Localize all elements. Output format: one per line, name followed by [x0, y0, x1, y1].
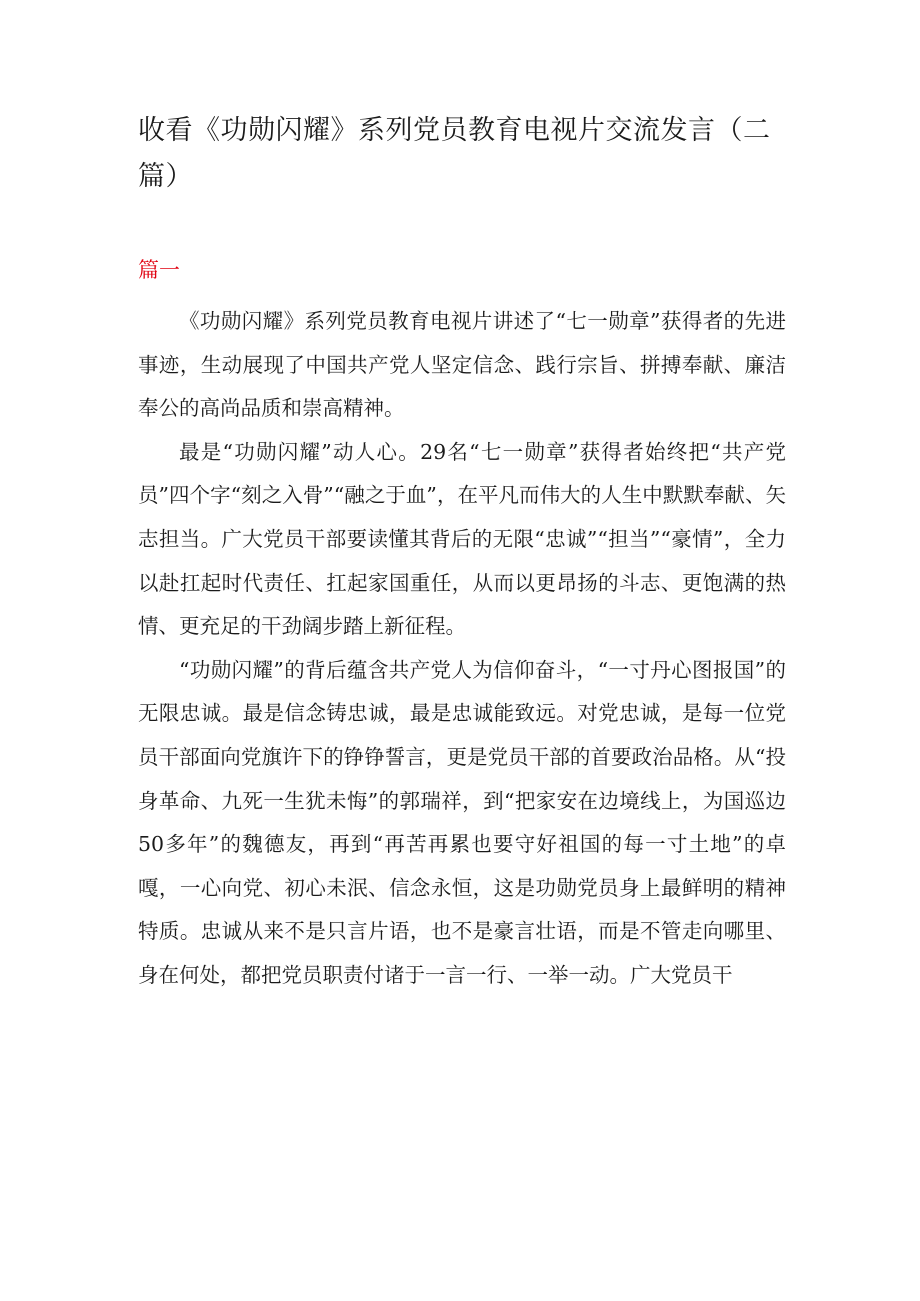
- paragraph: 《功勋闪耀》系列党员教育电视片讲述了“七一勋章”获得者的先进事迹，生动展现了中国共产党人坚定信念、践行宗旨、拼搏奉献、廉洁奉公的高尚品质和崇高精神。: [138, 309, 786, 421]
- section-label: 篇一: [138, 258, 180, 282]
- document-body: [138, 300, 786, 998]
- paragraph: 最是“功勋闪耀”动人心。29名“七一勋章”获得者始终把“共产党员”四个字“刻之入骨”“融之于血”，在平凡而伟大的人生中默默奉献、矢志担当。广大党员干部要读懂其背后的无限“忠诚”“担当”“豪情”，全力以赴扛起时代责任、扛起家国重任，从而以更昂扬的斗志、更饱满的热情、更充足的干劲阔步踏上新征程。: [138, 439, 786, 639]
- paragraph: “功勋闪耀”的背后蕴含共产党人为信仰奋斗，“一寸丹心图报国”的无限忠诚。最是信念铸忠诚，最是忠诚能致远。对党忠诚，是每一位党员干部面向党旗许下的铮铮誓言，更是党员干部的首要政治品格。从“投身革命、九死一生犹未悔”的郭瑞祥，到“把家安在边境线上，为国巡边50多年”的魏德友，再到“再苦再累也要守好祖国的每一寸土地”的卓嘎，一心向党、初心未泯、信念永恒，这是功勋党员身上最鲜明的精神特质。忠诚从来不是只言片语，也不是豪言壮语，而是不管走向哪里、身在何处，都把党员职责付诸于一言一行、一举一动。广大党员干: [138, 657, 786, 987]
- document-title: 收看《功勋闪耀》系列党员教育电视片交流发言（二篇）: [138, 115, 771, 192]
